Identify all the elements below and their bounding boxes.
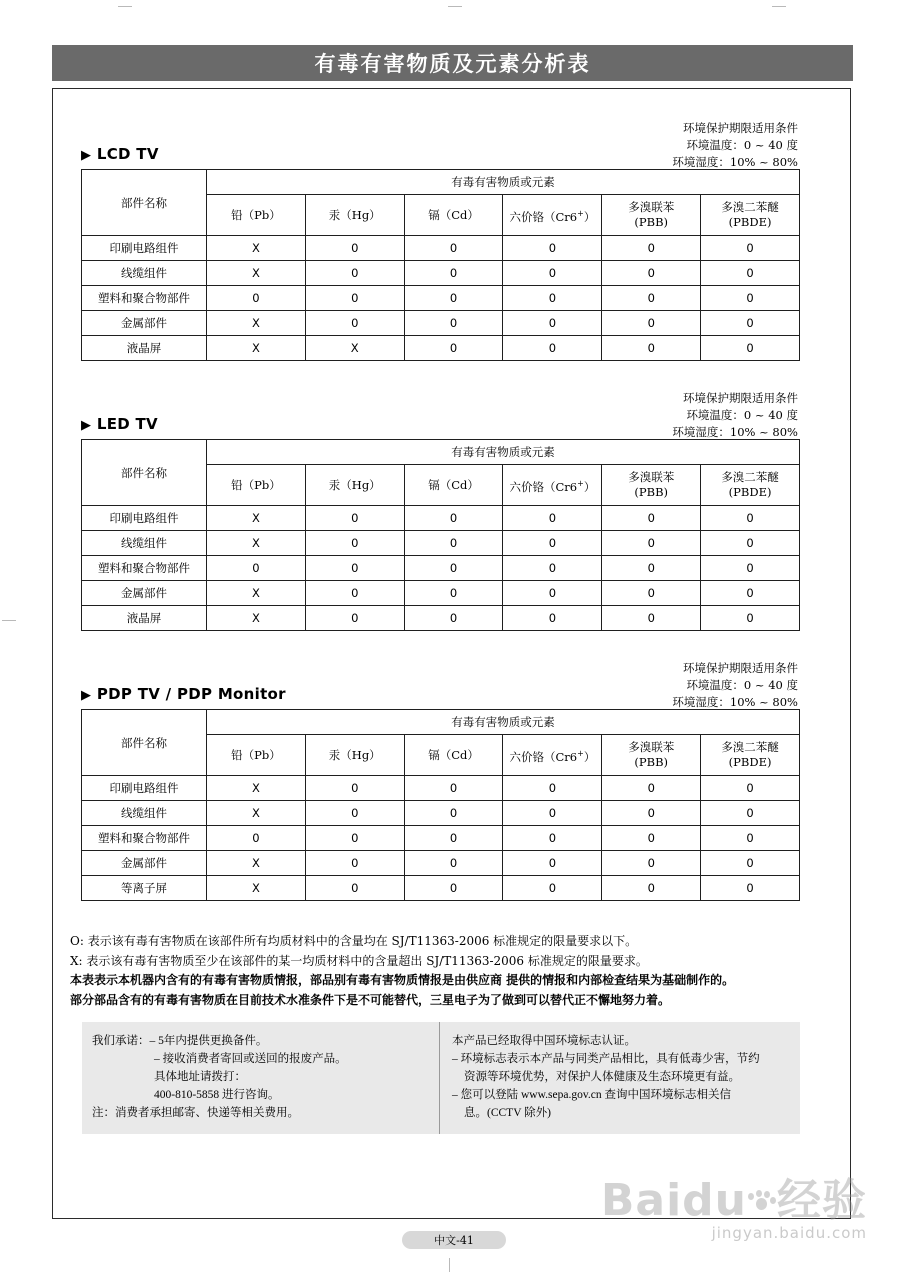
col-hg: 汞（Hg） xyxy=(305,735,404,776)
cell-value: 0 xyxy=(602,336,701,361)
env-note-line3: 环境湿度：10% ~ 80% xyxy=(672,695,798,709)
cell-value: 0 xyxy=(701,776,800,801)
table-row xyxy=(82,556,800,581)
row-name: 塑料和聚合物部件 xyxy=(82,826,207,851)
cell-value: 0 xyxy=(503,776,602,801)
row-name: 液晶屏 xyxy=(82,336,207,361)
col-cd: 镉（Cd） xyxy=(404,465,503,506)
row-name: 金属部件 xyxy=(82,311,207,336)
col-pbb: 多溴联苯 (PBB) xyxy=(602,735,701,776)
legend-x: X: 表示该有毒有害物质至少在该部件的某一均质材料中的含量超出 SJ/T11363-2006 标准规定的限量要求。 xyxy=(70,953,648,968)
substances-group-header: 有毒有害物质或元素 xyxy=(207,710,800,735)
row-name: 塑料和聚合物部件 xyxy=(82,286,207,311)
cell-value: 0 xyxy=(701,236,800,261)
cell-value: X xyxy=(207,851,306,876)
cell-value: 0 xyxy=(602,851,701,876)
cell-value: 0 xyxy=(404,581,503,606)
watermark-suffix: 经验 xyxy=(777,1175,867,1226)
row-name: 金属部件 xyxy=(82,581,207,606)
cell-value: 0 xyxy=(701,531,800,556)
col-pbde: 多溴二苯醚 (PBDE) xyxy=(701,735,800,776)
part-name-header: 部件名称 xyxy=(82,710,207,776)
row-name: 线缆组件 xyxy=(82,531,207,556)
cell-value: 0 xyxy=(404,506,503,531)
table-row xyxy=(82,581,800,606)
table-row xyxy=(82,851,800,876)
substances-group-header: 有毒有害物质或元素 xyxy=(207,440,800,465)
cell-value: 0 xyxy=(404,776,503,801)
cell-value: X xyxy=(207,801,306,826)
cell-value: 0 xyxy=(404,876,503,901)
table-row xyxy=(82,776,800,801)
cell-value: 0 xyxy=(404,826,503,851)
env-note-line1: 环境保护期限适用条件 xyxy=(683,661,798,675)
cell-value: 0 xyxy=(602,556,701,581)
cell-value: 0 xyxy=(404,261,503,286)
eco-item-2: – 您可以登陆 www.sepa.gov.cn 查询中国环境标志相关信 xyxy=(452,1089,731,1101)
promise-note: 注：消费者承担邮寄、快递等相关费用。 xyxy=(92,1107,299,1119)
cell-value: X xyxy=(305,336,404,361)
cell-value: 0 xyxy=(305,826,404,851)
cell-value: 0 xyxy=(404,801,503,826)
col-cr6: 六价铬（Cr6+） xyxy=(503,195,602,236)
row-name: 塑料和聚合物部件 xyxy=(82,556,207,581)
col-pbb: 多溴联苯 (PBB) xyxy=(602,195,701,236)
crop-marks-top xyxy=(0,6,905,8)
promise-item-2b: 具体地址请拨打： xyxy=(154,1071,246,1083)
cell-value: 0 xyxy=(602,311,701,336)
cell-value: 0 xyxy=(701,851,800,876)
legend-body-1: 本表表示本机器内含有的有毒有害物质情报，部品别有毒有害物质情报是由供应商 提供的情报和内部检查结果为基础制作的。 xyxy=(70,973,735,987)
env-note-line1: 环境保护期限适用条件 xyxy=(683,121,798,135)
section-heading-label: LCD TV xyxy=(96,145,159,163)
legend-body-2: 部分部品含有的有毒有害物质在目前技术水准条件下是不可能替代，三星电子为了做到可以替代正不懈地努力着。 xyxy=(70,992,671,1007)
section-pdp-tv xyxy=(81,660,800,901)
cell-value: 0 xyxy=(305,606,404,631)
table-row xyxy=(82,801,800,826)
watermark-url: jingyan.baidu.com xyxy=(711,1224,867,1242)
cell-value: 0 xyxy=(503,581,602,606)
env-note-line2: 环境温度：0 ~ 40 度 xyxy=(686,678,798,692)
cell-value: 0 xyxy=(503,336,602,361)
section-heading-label: PDP TV / PDP Monitor xyxy=(96,685,286,703)
env-note-line1: 环境保护期限适用条件 xyxy=(683,391,798,405)
cell-value: 0 xyxy=(305,801,404,826)
cell-value: 0 xyxy=(503,801,602,826)
cell-value: 0 xyxy=(305,286,404,311)
cell-value: 0 xyxy=(701,606,800,631)
cell-value: 0 xyxy=(404,606,503,631)
cell-value: 0 xyxy=(503,311,602,336)
cell-value: 0 xyxy=(503,286,602,311)
cell-value: 0 xyxy=(305,311,404,336)
cell-value: X xyxy=(207,581,306,606)
crop-mark-bottom xyxy=(449,1258,450,1272)
col-pbde: 多溴二苯醚 (PBDE) xyxy=(701,465,800,506)
env-note-line3: 环境湿度：10% ~ 80% xyxy=(672,425,798,439)
table-lcd-tv xyxy=(81,169,800,361)
cell-value: 0 xyxy=(602,826,701,851)
table-row xyxy=(82,261,800,286)
cell-value: 0 xyxy=(701,506,800,531)
table-pdp-tv xyxy=(81,709,800,901)
cell-value: X xyxy=(207,236,306,261)
cell-value: 0 xyxy=(503,851,602,876)
cell-value: 0 xyxy=(404,531,503,556)
cell-value: 0 xyxy=(602,236,701,261)
cell-value: 0 xyxy=(305,261,404,286)
cell-value: 0 xyxy=(503,261,602,286)
row-name: 印刷电路组件 xyxy=(82,776,207,801)
col-pbde: 多溴二苯醚 (PBDE) xyxy=(701,195,800,236)
table-row xyxy=(82,826,800,851)
cell-value: X xyxy=(207,531,306,556)
cell-value: 0 xyxy=(503,236,602,261)
part-name-header: 部件名称 xyxy=(82,440,207,506)
cell-value: 0 xyxy=(503,556,602,581)
cell-value: 0 xyxy=(602,261,701,286)
table-header-row xyxy=(82,440,800,465)
row-name: 等离子屏 xyxy=(82,876,207,901)
triangle-icon: ▶ xyxy=(81,688,92,703)
cell-value: 0 xyxy=(305,776,404,801)
section-led-tv xyxy=(81,390,800,631)
cell-value: 0 xyxy=(207,556,306,581)
cell-value: 0 xyxy=(701,286,800,311)
col-pb: 铅（Pb） xyxy=(207,465,306,506)
col-cd: 镉（Cd） xyxy=(404,735,503,776)
cell-value: X xyxy=(207,336,306,361)
cell-value: 0 xyxy=(503,531,602,556)
col-cd: 镉（Cd） xyxy=(404,195,503,236)
table-row xyxy=(82,876,800,901)
cell-value: 0 xyxy=(701,311,800,336)
table-row xyxy=(82,286,800,311)
table-row xyxy=(82,236,800,261)
cell-value: 0 xyxy=(305,851,404,876)
promise-item-2c: 400-810-5858 进行咨询。 xyxy=(154,1089,280,1101)
eco-line-1: 本产品已经取得中国环境标志认证。 xyxy=(452,1035,636,1047)
bottom-info-boxes xyxy=(82,1022,800,1134)
row-name: 线缆组件 xyxy=(82,801,207,826)
cell-value: 0 xyxy=(602,531,701,556)
col-pbb: 多溴联苯 (PBB) xyxy=(602,465,701,506)
promise-title: 我们承诺： xyxy=(92,1035,150,1047)
col-pb: 铅（Pb） xyxy=(207,195,306,236)
cell-value: 0 xyxy=(602,286,701,311)
cell-value: X xyxy=(207,606,306,631)
env-note-line3: 环境湿度：10% ~ 80% xyxy=(672,155,798,169)
cell-value: 0 xyxy=(404,236,503,261)
cell-value: 0 xyxy=(207,826,306,851)
watermark-brand: Baidu xyxy=(600,1175,747,1226)
eco-label-box xyxy=(440,1022,800,1134)
cell-value: 0 xyxy=(701,261,800,286)
cell-value: 0 xyxy=(602,876,701,901)
cell-value: 0 xyxy=(503,506,602,531)
cell-value: 0 xyxy=(701,801,800,826)
cell-value: 0 xyxy=(701,826,800,851)
promise-item-2: – 接收消费者寄回或送回的报废产品。 xyxy=(154,1053,347,1065)
crop-mark-left xyxy=(2,620,16,621)
cell-value: 0 xyxy=(305,581,404,606)
eco-item-2b: 息。(CCTV 除外) xyxy=(464,1107,551,1119)
triangle-icon: ▶ xyxy=(81,418,92,433)
triangle-icon: ▶ xyxy=(81,148,92,163)
cell-value: 0 xyxy=(503,826,602,851)
cell-value: X xyxy=(207,506,306,531)
cell-value: 0 xyxy=(305,236,404,261)
cell-value: 0 xyxy=(404,311,503,336)
table-header-row xyxy=(82,710,800,735)
row-name: 液晶屏 xyxy=(82,606,207,631)
cell-value: 0 xyxy=(701,876,800,901)
cell-value: X xyxy=(207,776,306,801)
promise-item-1: – 5年内提供更换备件。 xyxy=(149,1035,268,1047)
promise-box xyxy=(82,1022,440,1134)
cell-value: 0 xyxy=(701,556,800,581)
cell-value: 0 xyxy=(503,876,602,901)
cell-value: 0 xyxy=(404,556,503,581)
promise-title-line xyxy=(92,1032,431,1050)
cell-value: 0 xyxy=(602,506,701,531)
legend-o: O: 表示该有毒有害物质在该部件所有均质材料中的含量均在 SJ/T11363-2006 标准规定的限量要求以下。 xyxy=(70,934,638,948)
table-header-row xyxy=(82,170,800,195)
row-name: 印刷电路组件 xyxy=(82,506,207,531)
cell-value: 0 xyxy=(305,556,404,581)
eco-item-1b: 资源等环境优势，对保护人体健康及生态环境更有益。 xyxy=(464,1071,740,1083)
row-name: 金属部件 xyxy=(82,851,207,876)
cell-value: 0 xyxy=(305,506,404,531)
eco-item-1: – 环境标志表示本产品与同类产品相比，具有低毒少害，节约 xyxy=(452,1053,760,1065)
section-heading-label: LED TV xyxy=(96,415,158,433)
cell-value: 0 xyxy=(701,581,800,606)
cell-value: 0 xyxy=(404,336,503,361)
page-number-badge: 中文-41 xyxy=(402,1231,506,1249)
table-row xyxy=(82,506,800,531)
col-hg: 汞（Hg） xyxy=(305,195,404,236)
col-cr6: 六价铬（Cr6+） xyxy=(503,465,602,506)
cell-value: 0 xyxy=(207,286,306,311)
cell-value: X xyxy=(207,876,306,901)
table-led-tv xyxy=(81,439,800,631)
cell-value: 0 xyxy=(404,286,503,311)
col-cr6: 六价铬（Cr6+） xyxy=(503,735,602,776)
table-row xyxy=(82,606,800,631)
cell-value: X xyxy=(207,261,306,286)
cell-value: 0 xyxy=(701,336,800,361)
table-row xyxy=(82,336,800,361)
cell-value: 0 xyxy=(602,606,701,631)
table-row xyxy=(82,311,800,336)
cell-value: 0 xyxy=(602,776,701,801)
col-pb: 铅（Pb） xyxy=(207,735,306,776)
cell-value: 0 xyxy=(503,606,602,631)
section-lcd-tv xyxy=(81,120,800,361)
cell-value: X xyxy=(207,311,306,336)
substances-group-header: 有毒有害物质或元素 xyxy=(207,170,800,195)
cell-value: 0 xyxy=(305,531,404,556)
row-name: 线缆组件 xyxy=(82,261,207,286)
legend-notes xyxy=(70,932,810,1010)
col-hg: 汞（Hg） xyxy=(305,465,404,506)
env-note-line2: 环境温度：0 ~ 40 度 xyxy=(686,408,798,422)
part-name-header: 部件名称 xyxy=(82,170,207,236)
env-note-line2: 环境温度：0 ~ 40 度 xyxy=(686,138,798,152)
cell-value: 0 xyxy=(602,581,701,606)
row-name: 印刷电路组件 xyxy=(82,236,207,261)
cell-value: 0 xyxy=(602,801,701,826)
cell-value: 0 xyxy=(404,851,503,876)
page-title: 有毒有害物质及元素分析表 xyxy=(52,45,853,81)
table-row xyxy=(82,531,800,556)
cell-value: 0 xyxy=(305,876,404,901)
